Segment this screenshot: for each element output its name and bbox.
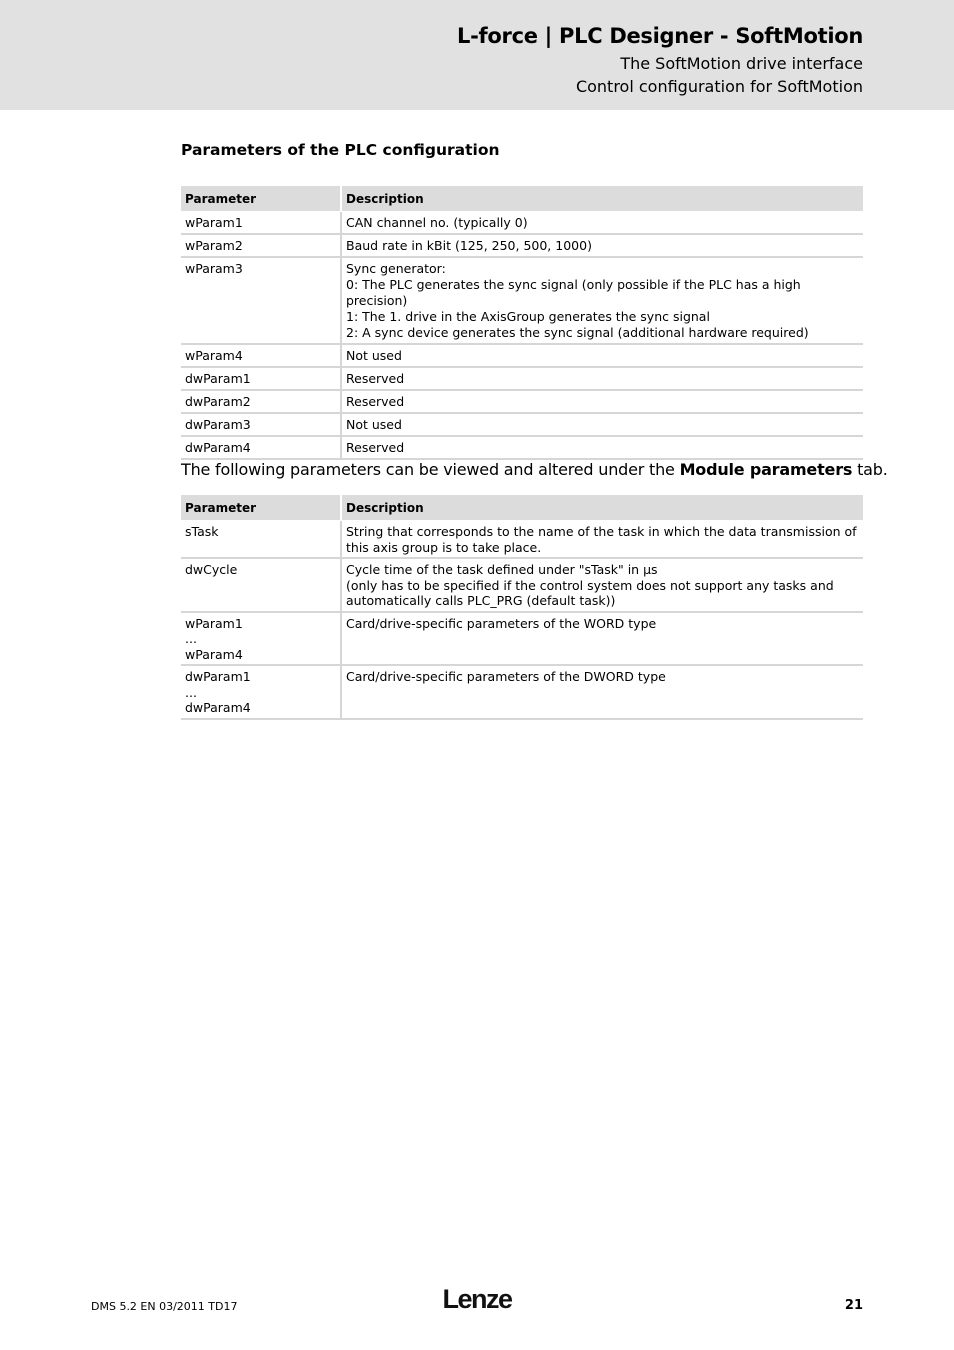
table-row bbox=[181, 367, 863, 390]
table-header-row bbox=[181, 186, 863, 212]
description-cell: Not used bbox=[341, 344, 863, 367]
parameter-cell: dwParam2 bbox=[181, 390, 341, 413]
parameter-cell: wParam1 ... wParam4 bbox=[181, 612, 341, 666]
description-cell: CAN channel no. (typically 0) bbox=[341, 212, 863, 235]
description-cell: Sync generator: 0: The PLC generates the sync signal (only possible if the PLC has a high precision) 1: The 1. drive in the AxisGroup generates the sync signal 2: A sync device generates the sync signal (additional hardware required) bbox=[341, 257, 863, 344]
table-row bbox=[181, 390, 863, 413]
document-id: DMS 5.2 EN 03/2011 TD17 bbox=[91, 1300, 238, 1313]
parameter-cell: wParam4 bbox=[181, 344, 341, 367]
parameter-cell: dwCycle bbox=[181, 558, 341, 612]
column-header-description: Description bbox=[341, 495, 863, 521]
parameter-cell: dwParam1 bbox=[181, 367, 341, 390]
parameter-cell: dwParam1 ... dwParam4 bbox=[181, 665, 341, 719]
intro-text-after: tab. bbox=[852, 460, 888, 479]
table-row bbox=[181, 436, 863, 459]
table-row bbox=[181, 665, 863, 719]
table-header-row bbox=[181, 495, 863, 521]
parameter-cell: wParam1 bbox=[181, 212, 341, 235]
table-row bbox=[181, 257, 863, 344]
parameter-cell: sTask bbox=[181, 521, 341, 559]
intro-text-bold: Module parameters bbox=[679, 460, 853, 479]
chapter-title: The SoftMotion drive interface bbox=[620, 54, 863, 73]
description-cell: Reserved bbox=[341, 436, 863, 459]
description-cell: Cycle time of the task defined under "sTask" in µs (only has to be specified if the control system does not support any tasks and automatically calls PLC_PRG (default task)) bbox=[341, 558, 863, 612]
plc-config-parameter-table bbox=[181, 186, 863, 460]
page-number: 21 bbox=[844, 1298, 863, 1313]
table-row bbox=[181, 558, 863, 612]
section-heading: Parameters of the PLC configuration bbox=[181, 141, 500, 159]
parameter-cell: dwParam4 bbox=[181, 436, 341, 459]
parameter-cell: dwParam3 bbox=[181, 413, 341, 436]
lenze-logo bbox=[437, 1284, 517, 1314]
lenze-logo-text: Lenze bbox=[442, 1284, 512, 1314]
column-header-parameter: Parameter bbox=[181, 186, 341, 212]
table-row bbox=[181, 521, 863, 559]
table-row bbox=[181, 212, 863, 235]
description-cell: Not used bbox=[341, 413, 863, 436]
table-row bbox=[181, 344, 863, 367]
description-cell: Baud rate in kBit (125, 250, 500, 1000) bbox=[341, 234, 863, 257]
document-title: L-force | PLC Designer - SoftMotion bbox=[457, 24, 863, 48]
table-row bbox=[181, 234, 863, 257]
parameter-cell: wParam2 bbox=[181, 234, 341, 257]
description-cell: Reserved bbox=[341, 367, 863, 390]
intro-paragraph bbox=[181, 460, 888, 479]
intro-text-before: The following parameters can be viewed and altered under the bbox=[181, 460, 680, 479]
description-cell: Reserved bbox=[341, 390, 863, 413]
table-row bbox=[181, 413, 863, 436]
table-row bbox=[181, 612, 863, 666]
section-title: Control configuration for SoftMotion bbox=[575, 77, 863, 96]
description-cell: Card/drive-specific parameters of the DWORD type bbox=[341, 665, 863, 719]
column-header-parameter: Parameter bbox=[181, 495, 341, 521]
column-header-description: Description bbox=[341, 186, 863, 212]
description-cell: Card/drive-specific parameters of the WORD type bbox=[341, 612, 863, 666]
module-parameter-table bbox=[181, 495, 863, 720]
page-header bbox=[0, 0, 954, 110]
description-cell: String that corresponds to the name of the task in which the data transmission of this axis group is to take place. bbox=[341, 521, 863, 559]
parameter-cell: wParam3 bbox=[181, 257, 341, 344]
